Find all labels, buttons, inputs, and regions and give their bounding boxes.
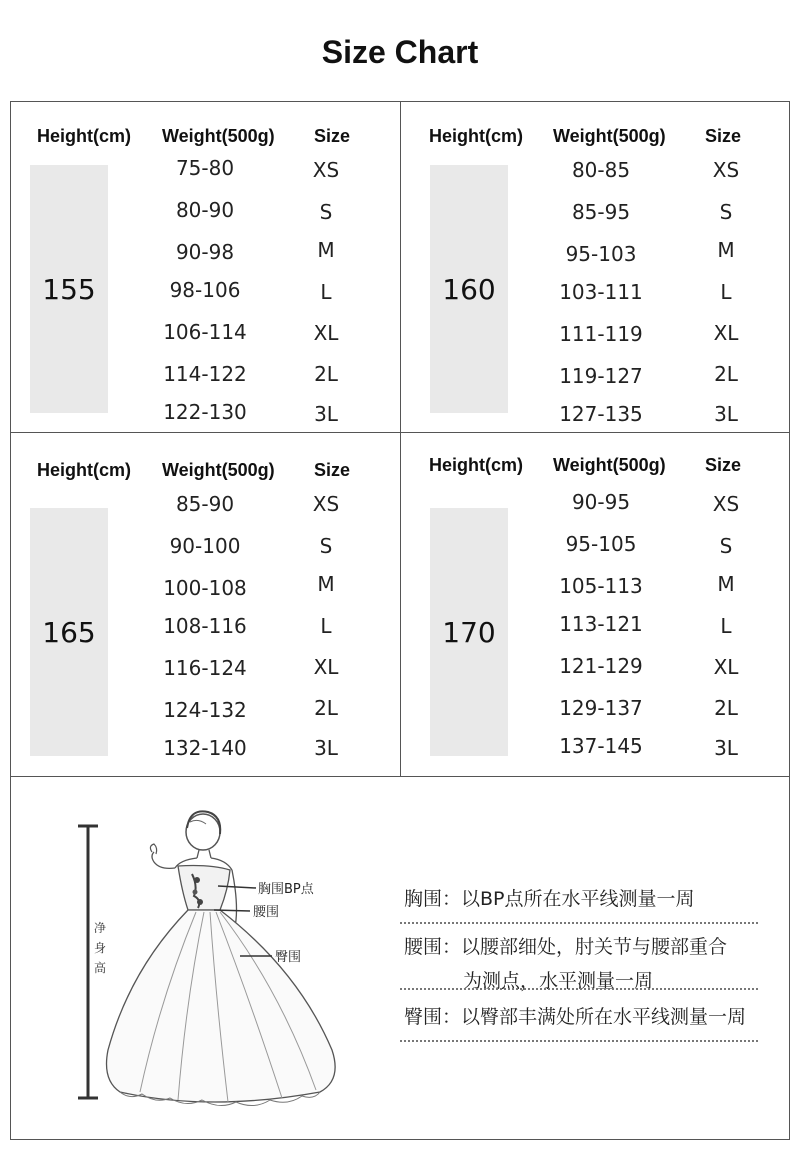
chest-note: 胸围：以BP点所在水平线测量一周 xyxy=(404,888,695,910)
weight-cell: 106-114 xyxy=(163,320,247,344)
size-cell: XS xyxy=(312,158,340,182)
weight-cell: 95-103 xyxy=(565,242,637,266)
size-cell: XS xyxy=(712,492,740,516)
weight-cell: 124-132 xyxy=(163,698,247,722)
size-cell: 2L xyxy=(714,696,738,720)
weight-cell: 95-105 xyxy=(565,532,637,556)
size-cell: S xyxy=(719,200,733,224)
size-cell: XL xyxy=(313,655,339,679)
weight-cell: 119-127 xyxy=(559,364,643,388)
hip-label: 臀围 xyxy=(275,950,302,965)
weight-cell: 114-122 xyxy=(163,362,247,386)
dress-measurement-illustration xyxy=(60,800,400,1130)
size-cell: XL xyxy=(713,321,739,345)
size-cell: S xyxy=(719,534,733,558)
size-cell: L xyxy=(320,614,332,638)
weight-cell: 90-95 xyxy=(571,490,631,514)
size-block-155 xyxy=(10,101,400,431)
weight-cell: 80-85 xyxy=(571,158,631,182)
weight-cell: 108-116 xyxy=(163,614,247,638)
size-cell: 3L xyxy=(714,402,738,426)
header-weight: Weight(500g) xyxy=(553,455,666,475)
size-cell: 3L xyxy=(714,736,738,760)
height-value: 155 xyxy=(30,165,108,413)
size-cell: L xyxy=(320,280,332,304)
dotted-divider xyxy=(400,988,758,990)
weight-cell: 85-95 xyxy=(571,200,631,224)
size-cell: M xyxy=(317,238,335,262)
height-value: 160 xyxy=(430,165,508,413)
size-block-170 xyxy=(400,436,790,766)
size-cell: 3L xyxy=(314,736,338,760)
header-size: Size xyxy=(705,126,742,146)
size-cell: M xyxy=(717,238,735,262)
size-cell: L xyxy=(720,280,732,304)
net-height-label: 净 身 高 xyxy=(94,921,107,975)
weight-cell: 122-130 xyxy=(163,400,247,424)
size-cell: XS xyxy=(712,158,740,182)
weight-cell: 113-121 xyxy=(559,612,643,636)
size-block-165 xyxy=(10,436,400,766)
size-cell: M xyxy=(317,572,335,596)
header-height: Height(cm) xyxy=(37,460,131,480)
hip-note: 臀围：以臀部丰满处所在水平线测量一周 xyxy=(404,1006,747,1028)
header-size: Size xyxy=(314,460,351,480)
weight-cell: 121-129 xyxy=(559,654,643,678)
size-cell: 2L xyxy=(314,696,338,720)
weight-cell: 103-111 xyxy=(559,280,643,304)
height-value: 165 xyxy=(30,508,108,756)
size-cell: M xyxy=(717,572,735,596)
weight-cell: 137-145 xyxy=(559,734,643,758)
size-cell: XL xyxy=(713,655,739,679)
page-title: Size Chart xyxy=(321,34,479,70)
weight-cell: 111-119 xyxy=(559,322,643,346)
weight-cell: 75-80 xyxy=(175,156,235,180)
weight-cell: 100-108 xyxy=(163,576,247,600)
size-cell: L xyxy=(720,614,732,638)
height-value: 170 xyxy=(430,508,508,756)
header-size: Size xyxy=(705,455,742,475)
weight-cell: 105-113 xyxy=(559,574,643,598)
weight-cell: 132-140 xyxy=(163,736,247,760)
weight-cell: 98-106 xyxy=(169,278,241,302)
weight-cell: 80-90 xyxy=(175,198,235,222)
header-weight: Weight(500g) xyxy=(553,126,666,146)
size-cell: 2L xyxy=(714,362,738,386)
header-weight: Weight(500g) xyxy=(162,460,275,480)
chest-bp-label: 胸围BP点 xyxy=(258,882,314,897)
weight-cell: 127-135 xyxy=(559,402,643,426)
header-height: Height(cm) xyxy=(429,455,523,475)
size-block-160 xyxy=(400,101,790,431)
header-height: Height(cm) xyxy=(429,126,523,146)
size-cell: 2L xyxy=(314,362,338,386)
weight-cell: 85-90 xyxy=(175,492,235,516)
weight-cell: 116-124 xyxy=(163,656,247,680)
dotted-divider xyxy=(400,922,758,924)
waist-label: 腰围 xyxy=(253,905,280,920)
size-cell: 3L xyxy=(314,402,338,426)
size-cell: S xyxy=(319,534,333,558)
header-size: Size xyxy=(314,126,351,146)
weight-cell: 90-98 xyxy=(175,240,235,264)
header-weight: Weight(500g) xyxy=(162,126,275,146)
header-height: Height(cm) xyxy=(37,126,131,146)
weight-cell: 129-137 xyxy=(559,696,643,720)
size-cell: XL xyxy=(313,321,339,345)
waist-note-line2: 为测点，水平测量一周 xyxy=(463,970,654,992)
size-cell: XS xyxy=(312,492,340,516)
weight-cell: 90-100 xyxy=(169,534,241,558)
size-cell: S xyxy=(319,200,333,224)
waist-note-line1: 腰围：以腰部细处，肘关节与腰部重合 xyxy=(404,936,728,958)
dotted-divider xyxy=(400,1040,758,1042)
